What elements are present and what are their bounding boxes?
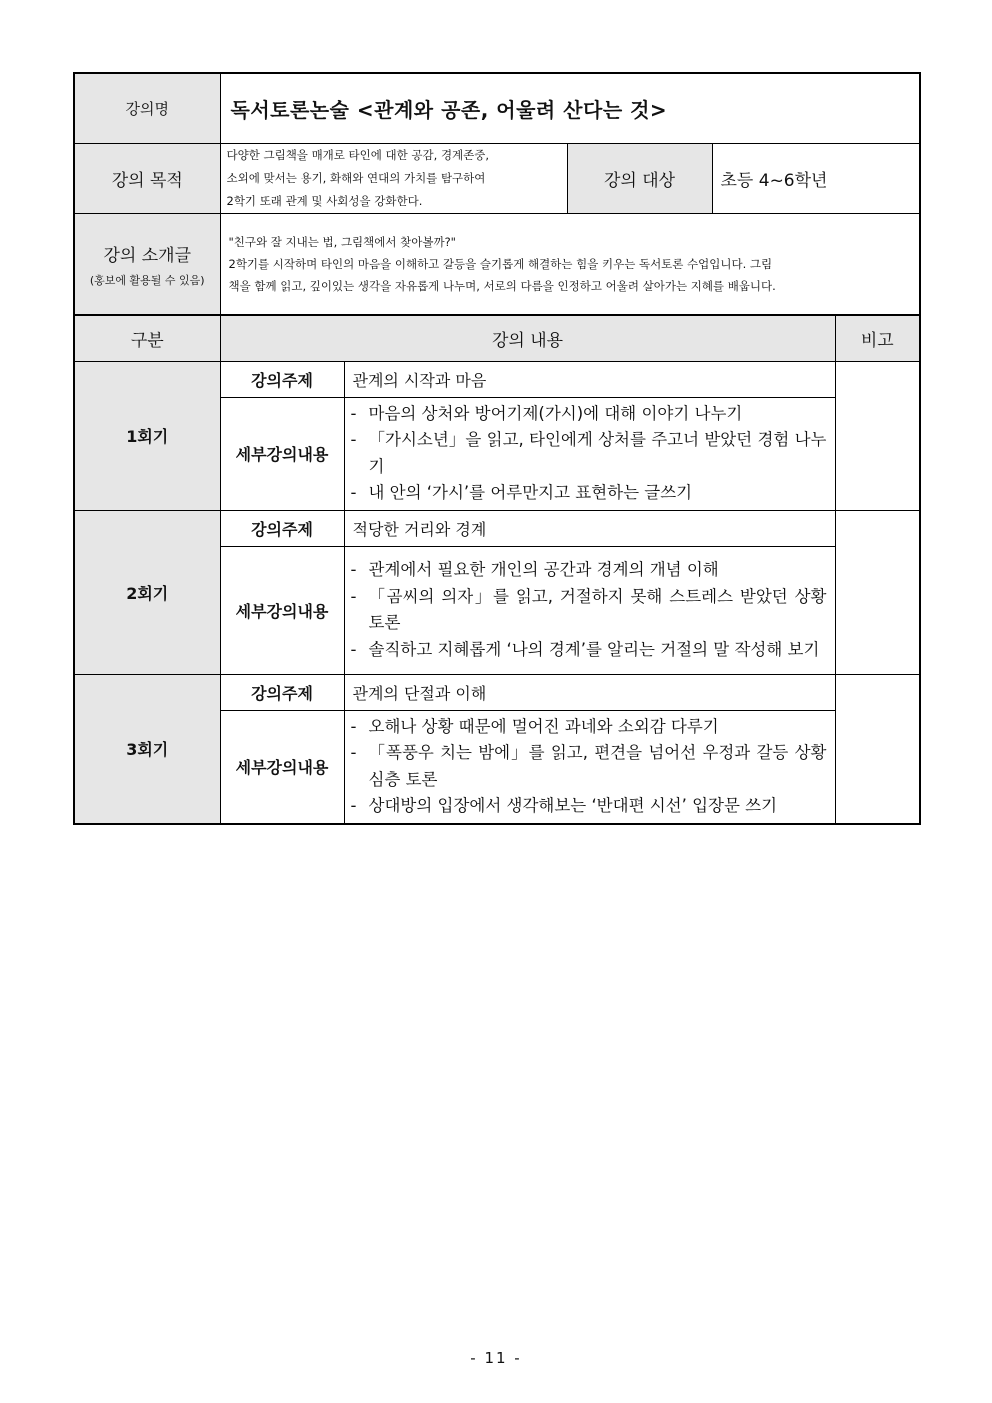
detail-item: - 솔직하고 지혜롭게 ‘나의 경계’를 알리는 거절의 말 작성해 보기 [350, 639, 820, 659]
purpose-text [220, 143, 567, 213]
session-note [835, 361, 920, 510]
purpose-line: 2학기 또래 관계 및 사회성을 강화한다. [226, 193, 423, 208]
detail-item: - 관계에서 필요한 개인의 공간과 경계의 개념 이해 [350, 560, 719, 579]
session-topic: 관계의 단절과 이해 [344, 674, 835, 710]
topic-label: 강의주제 [220, 674, 344, 710]
purpose-label: 강의 목적 [74, 143, 220, 213]
session-round: 3회기 [74, 674, 220, 824]
session-details [344, 397, 835, 510]
session-topic: 적당한 거리와 경계 [344, 510, 835, 546]
target-label: 강의 대상 [567, 143, 712, 213]
session-round: 1회기 [74, 361, 220, 510]
page-number: - 11 - [470, 1349, 522, 1367]
intro-text [220, 213, 920, 315]
detail-label: 세부강의내용 [220, 710, 344, 824]
col-note-header: 비고 [835, 315, 920, 361]
intro-line: 2학기를 시작하며 타인의 마음을 이해하고 갈등을 슬기롭게 해결하는 힘을 키우는 독서토론 수업입니다. 그림 [228, 257, 773, 271]
course-name-label: 강의명 [74, 73, 220, 143]
detail-item: - 「가시소년」을 읽고, 타인에게 상처를 주고너 받았던 경험 나누기 [350, 430, 827, 476]
detail-item: - 「폭풍우 치는 밤에」를 읽고, 편견을 넘어선 우정과 갈등 상황 심층 토론 [350, 743, 827, 789]
purpose-line: 다양한 그림책을 매개로 타인에 대한 공감, 경계존중, [226, 147, 490, 162]
detail-item: - 상대방의 입장에서 생각해보는 ‘반대편 시선’ 입장문 쓰기 [350, 796, 778, 815]
session-note [835, 674, 920, 824]
intro-note: (홍보에 활용될 수 있음) [89, 273, 205, 287]
schedule-table [73, 314, 921, 825]
course-info-table [73, 72, 921, 316]
intro-line: "친구와 잘 지내는 법, 그림책에서 찾아볼까?" [228, 235, 456, 249]
detail-item: - 「곰씨의 의자」를 읽고, 거절하지 못해 스트레스 받았던 상황 토론 [350, 586, 827, 632]
session-details [344, 546, 835, 674]
course-name: 독서토론논술 <관계와 공존, 어울려 산다는 것> [220, 73, 920, 143]
target-value: 초등 4~6학년 [712, 143, 920, 213]
col-category-header: 구분 [74, 315, 220, 361]
col-content-header: 강의 내용 [220, 315, 835, 361]
session-round: 2회기 [74, 510, 220, 674]
purpose-line: 소외에 맞서는 용기, 화해와 연대의 가치를 탐구하여 [226, 170, 486, 185]
detail-item: - 내 안의 ‘가시’를 어루만지고 표현하는 글쓰기 [350, 483, 693, 502]
detail-label: 세부강의내용 [220, 546, 344, 674]
topic-label: 강의주제 [220, 361, 344, 397]
intro-label-cell [74, 213, 220, 315]
detail-label: 세부강의내용 [220, 397, 344, 510]
session-note [835, 510, 920, 674]
intro-line: 책을 함께 읽고, 깊이있는 생각을 자유롭게 나누며, 서로의 다름을 인정하고 어울려 살아가는 지혜를 배웁니다. [228, 279, 776, 293]
session-topic: 관계의 시작과 마음 [344, 361, 835, 397]
session-details [344, 710, 835, 824]
detail-item: - 오해나 상황 때문에 멀어진 과네와 소외감 다루기 [350, 716, 719, 736]
topic-label: 강의주제 [220, 510, 344, 546]
detail-item: - 마음의 상처와 방어기제(가시)에 대해 이야기 나누기 [350, 403, 743, 423]
intro-label: 강의 소개글 [103, 245, 191, 266]
